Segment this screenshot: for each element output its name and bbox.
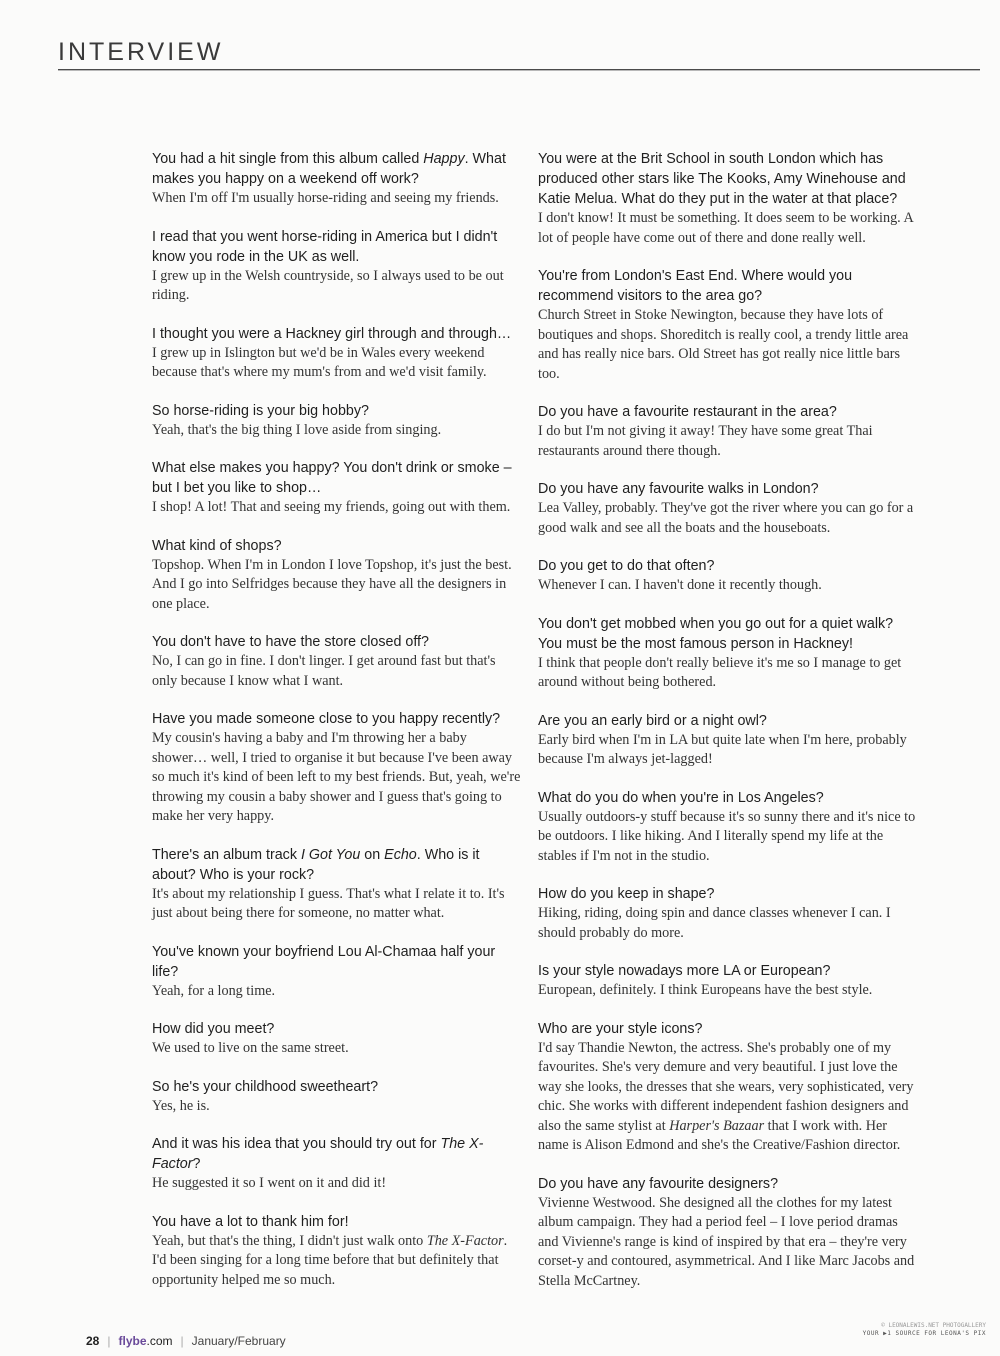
- qa-block: [538, 961, 918, 1001]
- question: You were at the Brit School in south London which has produced other stars like The Kooks, Amy Winehouse and Katie Melua. What do they put in the water at that place?: [538, 151, 906, 207]
- answer: Lea Valley, probably. They've got the river where you can go for a good walk and see all the boats and the houseboats.: [538, 500, 914, 536]
- qa-block: [152, 458, 524, 518]
- answer: Yeah, that's the big thing I love aside from singing.: [152, 421, 442, 438]
- question: What do you do when you're in Los Angeles?: [538, 789, 824, 806]
- qa-block: [538, 1174, 918, 1292]
- watermark: [862, 1322, 986, 1338]
- answer: I do but I'm not giving it away! They have some great Thai restaurants around there though.: [538, 423, 873, 459]
- answer: Yeah, but that's the thing, I didn't just walk onto The X-Factor. I'd been singing for a long time before that but definitely that opportunity helped me so much.: [152, 1232, 508, 1288]
- question: How did you meet?: [152, 1021, 275, 1037]
- answer: It's about my relationship I guess. That's what I relate it to. It's just about being there for someone, no matter what.: [152, 885, 505, 921]
- page-number: 28: [86, 1334, 100, 1348]
- watermark-line-1: © LEONALEWIS.NET PHOTOGALLERY: [881, 1322, 986, 1329]
- answer: Church Street in Stoke Newington, because they have lots of boutiques and shops. Shoreditch is really cool, a trendy little area and has really nice bars. Old Street has got really nice little bars too.: [538, 307, 909, 382]
- left-column: [152, 149, 524, 1308]
- qa-block: [538, 711, 918, 770]
- right-column: [538, 149, 918, 1309]
- qa-block: [152, 324, 524, 383]
- question: Who are your style icons?: [538, 1020, 703, 1037]
- qa-block: [152, 1212, 524, 1291]
- watermark-line-2: YOUR ▶1 SOURCE FOR LEONA'S PIX: [862, 1330, 986, 1337]
- qa-block: [152, 845, 524, 924]
- qa-block: [152, 227, 524, 306]
- qa-block: [538, 1019, 918, 1156]
- question: Do you get to do that often?: [538, 558, 715, 574]
- answer: We used to live on the same street.: [152, 1040, 349, 1056]
- question: There's an album track I Got You on Echo. Who is it about? Who is your rock?: [152, 846, 480, 883]
- qa-block: [538, 884, 918, 943]
- section-header: INTERVIEW: [58, 38, 224, 66]
- qa-block: [538, 149, 918, 248]
- question: I thought you were a Hackney girl through and through…: [152, 325, 512, 342]
- question: How do you keep in shape?: [538, 886, 715, 902]
- header-rule: [58, 69, 980, 70]
- question: Do you have any favourite walks in London?: [538, 481, 819, 497]
- question: And it was his idea that you should try out for The X-Factor?: [152, 1136, 484, 1172]
- question: You've known your boyfriend Lou Al-Chamaa half your life?: [152, 943, 496, 980]
- brand-suffix: .com: [146, 1334, 173, 1348]
- qa-block: [152, 1077, 524, 1117]
- answer: I think that people don't really believe it's me so I manage to get around without being bothered.: [538, 654, 902, 690]
- question: So horse-riding is your big hobby?: [152, 402, 369, 419]
- question: So he's your childhood sweetheart?: [152, 1078, 379, 1095]
- qa-block: [538, 788, 918, 867]
- question: You had a hit single from this album called Happy. What makes you happy on a weekend off work?: [152, 151, 506, 187]
- qa-block: [152, 401, 524, 441]
- question: You don't have to have the store closed off?: [152, 634, 429, 650]
- answer: Topshop. When I'm in London I love Topshop, it's just the best. And I go into Selfridges because they have all the designers in one place.: [152, 556, 512, 612]
- answer: Yes, he is.: [152, 1097, 210, 1114]
- qa-block: [152, 632, 524, 691]
- qa-block: [152, 942, 524, 1002]
- question: Do you have any favourite designers?: [538, 1175, 779, 1192]
- answer: European, definitely. I think Europeans have the best style.: [538, 982, 873, 998]
- answer: I don't know! It must be something. It does seem to be working. A lot of people have come out of there and done really well.: [538, 210, 913, 246]
- qa-block: [152, 149, 524, 209]
- answer: I grew up in Islington but we'd be in Wales every weekend because that's where my mum's from and we'd visit family.: [152, 344, 487, 380]
- question: You're from London's East End. Where would you recommend visitors to the area go?: [538, 268, 853, 304]
- question: You don't get mobbed when you go out for a quiet walk? You must be the most famous person in Hackney!: [538, 615, 894, 652]
- answer: No, I can go in fine. I don't linger. I get around fast but that's only because I know what I want.: [152, 653, 496, 689]
- question: You have a lot to thank him for!: [152, 1213, 349, 1230]
- answer: He suggested it so I went on it and did it!: [152, 1175, 387, 1191]
- question: What kind of shops?: [152, 537, 282, 554]
- brand-logo: [118, 1334, 172, 1348]
- question: I read that you went horse-riding in America but I didn't know you rode in the UK as well.: [152, 228, 498, 265]
- answer: I'd say Thandie Newton, the actress. She's probably one of my favourites. She's very demure and very beautiful. I just love the way she looks, the dresses that she wears, very sophisticated, very chic. She works with different independent fashion designers and also the same stylist at Harper's Bazaar that I work with. Her name is Alison Edmond and she's the Creative/Fashion director.: [538, 1039, 914, 1153]
- qa-block: [152, 536, 524, 615]
- question: Have you made someone close to you happy recently?: [152, 711, 501, 727]
- qa-block: [538, 614, 918, 693]
- page-footer: [86, 1334, 286, 1348]
- answer: Yeah, for a long time.: [152, 982, 276, 999]
- answer: My cousin's having a baby and I'm throwing her a baby shower… well, I tried to organise it but because I've been away so much it's kind of been left to my best friends. But, yeah, we're throwing my cousin a baby shower and I guess that's going to make her very happy.: [152, 730, 521, 824]
- issue-date: January/February: [191, 1334, 286, 1348]
- answer: Hiking, riding, doing spin and dance classes whenever I can. I should probably do more.: [538, 905, 891, 941]
- brand-name: flybe: [118, 1334, 147, 1348]
- question: Are you an early bird or a night owl?: [538, 712, 767, 729]
- question: What else makes you happy? You don't drink or smoke – but I bet you like to shop…: [152, 460, 512, 496]
- qa-block: [538, 402, 918, 461]
- answer: Usually outdoors-y stuff because it's so sunny there and it's nice to be outdoors. I like hiking. And I literally spend my life at the stables if I'm not in the studio.: [538, 808, 916, 864]
- answer: Whenever I can. I haven't done it recently though.: [538, 577, 822, 593]
- qa-block: [152, 1019, 524, 1059]
- qa-block: [538, 266, 918, 384]
- qa-block: [538, 479, 918, 538]
- answer: I grew up in the Welsh countryside, so I always used to be out riding.: [152, 267, 504, 303]
- answer: I shop! A lot! That and seeing my friends, going out with them.: [152, 499, 511, 515]
- qa-block: [152, 1134, 524, 1194]
- answer: When I'm off I'm usually horse-riding and seeing my friends.: [152, 190, 499, 206]
- question: Is your style nowadays more LA or European?: [538, 963, 831, 979]
- qa-block: [152, 709, 524, 827]
- question: Do you have a favourite restaurant in the area?: [538, 404, 837, 420]
- footer-separator: |: [107, 1334, 111, 1348]
- answer: Vivienne Westwood. She designed all the clothes for my latest album campaign. They had a period feel – I love period dramas and Vivienne's range is kind of inspired by that era – they're very corset-y and contoured, asymmetrical. And I like Marc Jacobs and Stella McCartney.: [538, 1194, 915, 1289]
- qa-block: [538, 556, 918, 596]
- answer: Early bird when I'm in LA but quite late when I'm here, probably because I'm always jet-lagged!: [538, 731, 907, 767]
- footer-separator-2: |: [180, 1334, 184, 1348]
